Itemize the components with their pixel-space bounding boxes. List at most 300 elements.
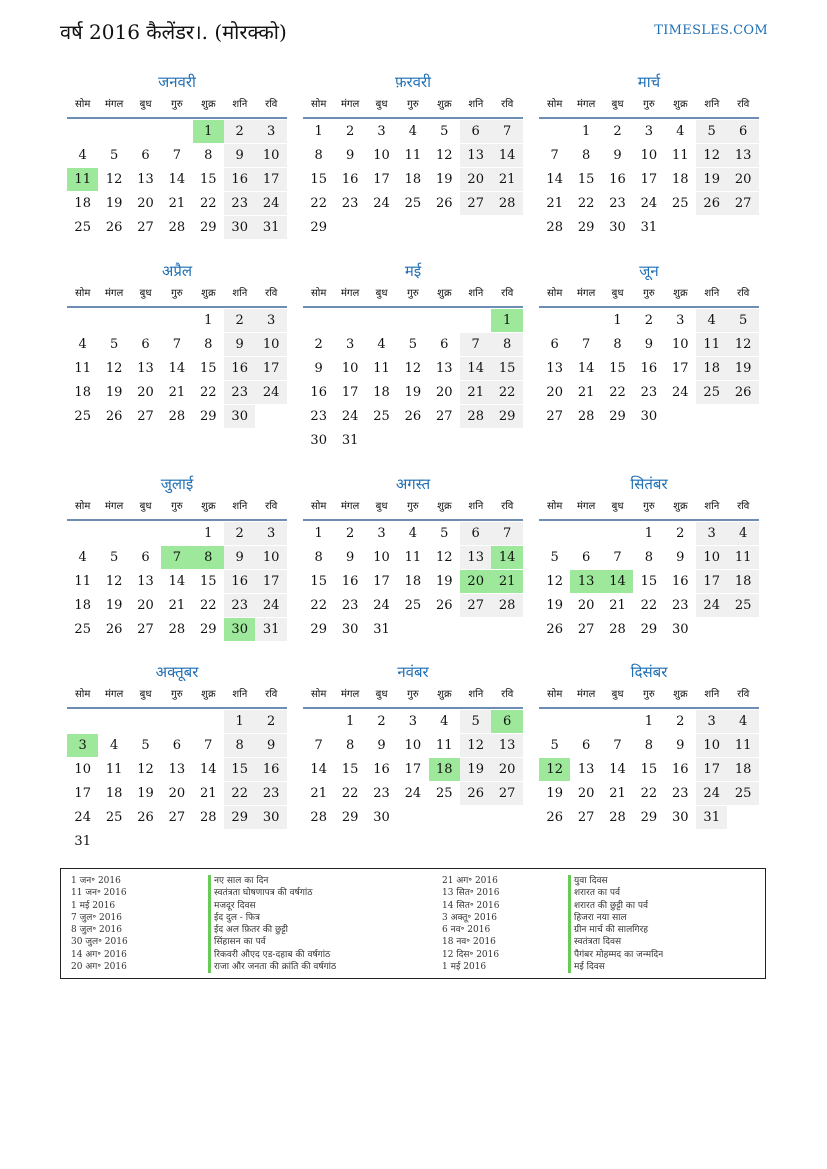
day-cell: 21 xyxy=(491,168,522,191)
weekday-label: रवि xyxy=(265,689,278,700)
day-cell: 31 xyxy=(255,618,286,641)
day-cell: 8 xyxy=(314,550,323,565)
day-cell: 1 xyxy=(224,710,255,733)
day-cell: 21 xyxy=(460,381,491,404)
day-cell: 27 xyxy=(137,220,154,235)
weekday-label: बुध xyxy=(611,288,624,299)
holiday-date: 1 मई 2016 xyxy=(71,900,116,911)
weekday-label: सोम xyxy=(311,288,327,299)
day-cell: 22 xyxy=(224,782,255,805)
day-cell: 22 xyxy=(200,598,217,613)
weekday-label: गुरु xyxy=(407,501,419,512)
weekday-label: बुध xyxy=(375,501,388,512)
day-cell: 20 xyxy=(577,786,595,801)
day-cell: 27 xyxy=(137,622,154,637)
month-name: दिसंबर xyxy=(630,663,668,681)
weekday-label: गुरु xyxy=(171,689,183,700)
day-cell: 31 xyxy=(74,834,91,849)
day-cell: 21 xyxy=(200,786,217,801)
day-cell: 16 xyxy=(224,168,255,191)
day-cell: 20 xyxy=(460,168,491,191)
holiday-day-cell: 13 xyxy=(570,570,601,593)
day-cell: 24 xyxy=(404,786,422,801)
day-cell: 6 xyxy=(141,148,150,163)
holiday-date: 21 अग॰ 2016 xyxy=(442,876,498,886)
day-cell: 1 xyxy=(581,124,591,139)
day-cell: 10 xyxy=(640,148,658,163)
day-cell: 31 xyxy=(696,806,727,829)
weekday-label: शुक्र xyxy=(437,288,452,299)
holiday-day-cell: 11 xyxy=(67,168,98,191)
day-cell: 14 xyxy=(168,361,186,376)
day-cell: 19 xyxy=(105,385,123,400)
weekday-label: सोम xyxy=(547,288,563,299)
day-cell: 8 xyxy=(345,738,355,753)
day-cell: 15 xyxy=(310,574,327,589)
month-4 xyxy=(67,261,287,424)
holiday-date: 18 नव॰ 2016 xyxy=(442,937,496,948)
holiday-date: 7 जुल॰ 2016 xyxy=(71,912,122,923)
day-cell: 21 xyxy=(168,196,186,211)
day-cell: 27 xyxy=(460,594,491,617)
day-cell: 25 xyxy=(404,196,422,211)
day-cell: 24 xyxy=(255,381,286,404)
day-cell: 30 xyxy=(224,216,255,239)
day-cell: 5 xyxy=(550,550,559,565)
day-cell: 20 xyxy=(137,598,154,613)
weekday-label: मंगल xyxy=(104,689,124,700)
weekday-label: गुरु xyxy=(407,689,419,700)
weekday-label: शनि xyxy=(704,288,720,299)
day-cell: 24 xyxy=(373,196,390,211)
weekday-label: गुरु xyxy=(643,501,655,512)
weekday-label: बुध xyxy=(375,99,388,110)
day-cell: 7 xyxy=(314,738,323,753)
month-name: अगस्त xyxy=(395,475,431,493)
day-cell: 27 xyxy=(727,192,758,215)
day-cell: 3 xyxy=(377,124,386,139)
day-cell: 10 xyxy=(255,333,286,356)
day-cell: 26 xyxy=(546,622,563,637)
day-cell: 23 xyxy=(640,385,658,400)
weekday-header xyxy=(539,283,759,308)
day-cell: 28 xyxy=(609,810,626,825)
month-3 xyxy=(539,72,759,235)
day-cell: 20 xyxy=(727,168,758,191)
day-cell: 3 xyxy=(696,522,727,545)
holiday-date: 30 जुल॰ 2016 xyxy=(71,937,128,948)
day-cell: 23 xyxy=(609,196,626,211)
day-cell: 29 xyxy=(609,409,626,424)
day-cell: 28 xyxy=(491,594,522,617)
weekday-label: सोम xyxy=(75,689,91,700)
holiday-name: ग्रीन मार्च की सालगिरह xyxy=(568,924,663,936)
day-cell: 22 xyxy=(640,786,658,801)
day-cell: 4 xyxy=(78,550,87,565)
holiday-date: 3 अक्तू॰ 2016 xyxy=(442,912,498,923)
month-10 xyxy=(67,662,287,849)
day-cell: 24 xyxy=(373,598,390,613)
weekday-label: शनि xyxy=(232,689,248,700)
day-cell: 30 xyxy=(373,810,390,825)
weekday-label: शनि xyxy=(704,501,720,512)
day-cell: 7 xyxy=(491,120,522,143)
day-cell: 9 xyxy=(255,734,286,757)
day-cell: 23 xyxy=(224,192,255,215)
holiday-name: युवा दिवस xyxy=(568,875,663,887)
month-9 xyxy=(539,474,759,637)
day-cell: 1 xyxy=(345,714,355,729)
day-cell: 4 xyxy=(408,526,418,541)
day-cell: 14 xyxy=(577,361,595,376)
day-cell: 21 xyxy=(609,598,626,613)
day-cell: 8 xyxy=(314,148,323,163)
day-cell: 24 xyxy=(640,196,658,211)
day-cell: 5 xyxy=(440,526,449,541)
day-cell: 11 xyxy=(74,361,91,376)
day-cell: 25 xyxy=(727,594,758,617)
weekday-label: मंगल xyxy=(340,99,360,110)
day-cell: 22 xyxy=(640,598,658,613)
holiday-day-cell: 21 xyxy=(491,570,522,593)
holiday-day-cell: 18 xyxy=(429,758,460,781)
day-cell: 15 xyxy=(640,574,658,589)
day-cell: 19 xyxy=(460,758,491,781)
day-cell: 23 xyxy=(255,782,286,805)
day-cell: 3 xyxy=(644,124,654,139)
holiday-name: पैगंबर मोहम्मद का जन्मदिन xyxy=(568,949,663,961)
day-cell: 18 xyxy=(404,574,422,589)
day-cell: 30 xyxy=(341,622,359,637)
day-cell: 12 xyxy=(546,574,563,589)
day-cell: 25 xyxy=(436,786,453,801)
day-cell: 31 xyxy=(341,433,359,448)
weekday-label: मंगल xyxy=(576,288,596,299)
weekday-label: शुक्र xyxy=(437,689,452,700)
weekday-label: रवि xyxy=(265,501,278,512)
day-cell: 11 xyxy=(727,734,758,757)
weekday-label: रवि xyxy=(737,689,750,700)
day-cell: 31 xyxy=(640,220,658,235)
day-cell: 9 xyxy=(224,333,255,356)
month-8 xyxy=(303,474,523,637)
day-cell: 10 xyxy=(696,546,727,569)
day-cell: 13 xyxy=(727,144,758,167)
day-cell: 23 xyxy=(672,786,689,801)
day-cell: 5 xyxy=(109,148,119,163)
day-cell: 18 xyxy=(696,357,727,380)
holiday-day-cell: 1 xyxy=(491,309,522,332)
day-cell: 25 xyxy=(373,409,390,424)
day-cell: 25 xyxy=(672,196,689,211)
day-cell: 17 xyxy=(74,786,91,801)
weekday-label: गुरु xyxy=(643,689,655,700)
day-cell: 19 xyxy=(105,196,123,211)
day-cell: 12 xyxy=(105,574,123,589)
day-cell: 6 xyxy=(581,550,591,565)
day-cell: 23 xyxy=(373,786,390,801)
day-cell: 11 xyxy=(105,762,123,777)
day-cell: 17 xyxy=(404,762,422,777)
day-cell: 4 xyxy=(377,337,386,352)
day-cell: 27 xyxy=(546,409,563,424)
holiday-name: रिकवरी औएद एड-दहाब की वर्षगांठ xyxy=(208,949,336,961)
day-cell: 4 xyxy=(727,710,758,733)
day-cell: 22 xyxy=(310,598,327,613)
day-cell: 26 xyxy=(137,810,154,825)
day-cell: 18 xyxy=(404,172,422,187)
day-cell: 20 xyxy=(491,758,522,781)
day-cell: 2 xyxy=(676,526,685,541)
day-cell: 2 xyxy=(345,124,355,139)
weekday-header xyxy=(539,94,759,119)
day-cell: 12 xyxy=(105,361,123,376)
day-cell: 10 xyxy=(255,144,286,167)
day-cell: 7 xyxy=(172,148,182,163)
day-cell: 12 xyxy=(727,333,758,356)
weekday-label: गुरु xyxy=(171,99,183,110)
weekday-label: शनि xyxy=(704,99,720,110)
day-cell: 23 xyxy=(341,598,359,613)
weekday-label: गुरु xyxy=(643,99,655,110)
weekday-label: बुध xyxy=(375,689,388,700)
day-cell: 19 xyxy=(546,786,563,801)
holiday-date: 20 अग॰ 2016 xyxy=(71,962,127,973)
day-cell: 5 xyxy=(109,550,119,565)
holiday-date: 6 नव॰ 2016 xyxy=(442,925,491,936)
day-cell: 15 xyxy=(200,172,217,187)
day-cell: 2 xyxy=(314,337,323,352)
holiday-name: राजा और जनता की क्रांति की वर्षगांठ xyxy=(208,961,336,973)
weekday-label: रवि xyxy=(501,501,514,512)
day-cell: 6 xyxy=(727,120,758,143)
day-cell: 17 xyxy=(255,168,286,191)
day-cell: 29 xyxy=(200,409,217,424)
day-cell: 30 xyxy=(672,622,689,637)
day-cell: 30 xyxy=(310,433,327,448)
day-cell: 11 xyxy=(404,550,422,565)
day-cell: 16 xyxy=(672,574,689,589)
weekday-label: बुध xyxy=(611,99,624,110)
day-cell: 30 xyxy=(224,405,255,428)
weekday-label: मंगल xyxy=(576,689,596,700)
holiday-name: नए साल का दिन xyxy=(208,875,336,887)
holiday-date: 12 दिस॰ 2016 xyxy=(442,949,500,960)
day-cell: 30 xyxy=(609,220,626,235)
day-cell: 1 xyxy=(644,526,654,541)
day-cell: 21 xyxy=(609,786,626,801)
weekday-label: सोम xyxy=(311,501,327,512)
day-cell: 17 xyxy=(255,570,286,593)
day-cell: 13 xyxy=(436,361,453,376)
day-cell: 12 xyxy=(137,762,154,777)
day-cell: 22 xyxy=(200,196,217,211)
page-title: वर्ष 2016 कैलेंडर।. (मोरक्को) xyxy=(60,20,287,44)
day-cell: 31 xyxy=(255,216,286,239)
weekday-label: रवि xyxy=(265,288,278,299)
day-cell: 3 xyxy=(255,522,286,545)
day-cell: 25 xyxy=(74,220,91,235)
month-name: मार्च xyxy=(637,73,661,91)
day-cell: 10 xyxy=(696,734,727,757)
day-cell: 24 xyxy=(696,594,727,617)
day-cell: 26 xyxy=(105,220,123,235)
holiday-day-cell: 3 xyxy=(67,734,98,757)
day-cell: 17 xyxy=(672,361,689,376)
day-cell: 1 xyxy=(613,313,622,328)
day-cell: 28 xyxy=(546,220,563,235)
day-cell: 11 xyxy=(404,148,422,163)
day-cell: 11 xyxy=(696,333,727,356)
day-cell: 22 xyxy=(310,196,327,211)
day-cell: 12 xyxy=(696,144,727,167)
day-cell: 26 xyxy=(404,409,422,424)
day-cell: 16 xyxy=(609,172,626,187)
day-cell: 7 xyxy=(550,148,559,163)
day-cell: 12 xyxy=(436,148,453,163)
holiday-names-col-1 xyxy=(208,875,336,973)
day-cell: 16 xyxy=(310,385,327,400)
day-cell: 13 xyxy=(546,361,563,376)
day-cell: 6 xyxy=(460,120,491,143)
day-cell: 14 xyxy=(200,762,217,777)
holiday-day-cell: 6 xyxy=(491,710,522,733)
day-cell: 6 xyxy=(581,738,591,753)
day-cell: 18 xyxy=(727,758,758,781)
holiday-dates-col-1 xyxy=(71,875,128,973)
month-name: नवंबर xyxy=(397,663,429,681)
day-cell: 27 xyxy=(460,192,491,215)
weekday-label: रवि xyxy=(737,288,750,299)
day-cell: 15 xyxy=(200,574,217,589)
holiday-table xyxy=(60,868,766,979)
holiday-day-cell: 20 xyxy=(460,570,491,593)
weekday-label: सोम xyxy=(311,689,327,700)
day-cell: 25 xyxy=(105,810,123,825)
day-cell: 23 xyxy=(224,594,255,617)
day-cell: 29 xyxy=(224,806,255,829)
day-cell: 23 xyxy=(341,196,359,211)
day-cell: 11 xyxy=(672,148,689,163)
holiday-day-cell: 1 xyxy=(193,120,224,143)
weekday-label: सोम xyxy=(311,99,327,110)
day-cell: 28 xyxy=(168,409,186,424)
day-cell: 13 xyxy=(137,574,154,589)
day-cell: 2 xyxy=(224,522,255,545)
day-cell: 31 xyxy=(373,622,390,637)
day-cell: 3 xyxy=(255,309,286,332)
weekday-header xyxy=(303,684,523,709)
day-cell: 10 xyxy=(404,738,422,753)
day-cell: 17 xyxy=(696,758,727,781)
day-cell: 3 xyxy=(408,714,418,729)
holiday-day-cell: 7 xyxy=(161,546,192,569)
day-cell: 10 xyxy=(373,148,390,163)
day-cell: 27 xyxy=(577,622,595,637)
weekday-label: गुरु xyxy=(407,99,419,110)
day-cell: 15 xyxy=(200,361,217,376)
month-11 xyxy=(303,662,523,825)
day-cell: 3 xyxy=(255,120,286,143)
day-cell: 12 xyxy=(105,172,123,187)
weekday-label: गुरु xyxy=(171,288,183,299)
month-7 xyxy=(67,474,287,637)
day-cell: 14 xyxy=(460,357,491,380)
day-cell: 21 xyxy=(168,385,186,400)
holiday-name: स्वतंत्रता दिवस xyxy=(568,936,663,948)
holiday-name: ईद अल फ़ितर की छुट्टी xyxy=(208,924,336,936)
holiday-name: स्वतंत्रता घोषणापत्र की वर्षगांठ xyxy=(208,887,336,899)
day-cell: 14 xyxy=(310,762,327,777)
weekday-header xyxy=(303,496,523,521)
day-cell: 7 xyxy=(491,522,522,545)
day-cell: 28 xyxy=(168,622,186,637)
holiday-name: शरारत का पर्व xyxy=(568,887,663,899)
day-cell: 8 xyxy=(613,337,622,352)
day-cell: 13 xyxy=(460,546,491,569)
day-cell: 23 xyxy=(224,381,255,404)
day-cell: 12 xyxy=(460,734,491,757)
day-cell: 13 xyxy=(577,762,595,777)
weekday-label: सोम xyxy=(75,501,91,512)
day-cell: 5 xyxy=(727,309,758,332)
day-cell: 28 xyxy=(609,622,626,637)
day-cell: 8 xyxy=(644,550,654,565)
day-cell: 5 xyxy=(696,120,727,143)
day-cell: 26 xyxy=(460,782,491,805)
month-name: जनवरी xyxy=(158,73,196,91)
day-cell: 16 xyxy=(224,357,255,380)
weekday-header xyxy=(303,283,523,308)
site-link[interactable]: TIMESLES.COM xyxy=(654,23,768,38)
weekday-label: बुध xyxy=(139,501,152,512)
weekday-label: शनि xyxy=(232,288,248,299)
month-name: अप्रैल xyxy=(161,262,193,280)
day-cell: 5 xyxy=(440,124,449,139)
weekday-header xyxy=(67,496,287,521)
day-cell: 7 xyxy=(172,337,182,352)
day-cell: 10 xyxy=(672,337,689,352)
day-cell: 2 xyxy=(224,309,255,332)
day-cell: 9 xyxy=(676,738,685,753)
day-cell: 2 xyxy=(345,526,355,541)
day-cell: 22 xyxy=(609,385,626,400)
weekday-label: बुध xyxy=(611,501,624,512)
weekday-label: मंगल xyxy=(104,99,124,110)
day-cell: 19 xyxy=(404,385,422,400)
day-cell: 24 xyxy=(255,594,286,617)
weekday-label: रवि xyxy=(737,501,750,512)
day-cell: 21 xyxy=(577,385,595,400)
day-cell: 21 xyxy=(546,196,563,211)
day-cell: 7 xyxy=(581,337,591,352)
day-cell: 19 xyxy=(137,786,154,801)
month-name: मई xyxy=(404,262,422,280)
day-cell: 10 xyxy=(373,550,390,565)
day-cell: 10 xyxy=(255,546,286,569)
weekday-header xyxy=(539,496,759,521)
day-cell: 25 xyxy=(74,409,91,424)
holiday-name: ईद दुल - फित्र xyxy=(208,912,336,924)
day-cell: 20 xyxy=(137,196,154,211)
day-cell: 28 xyxy=(168,220,186,235)
weekday-label: गुरु xyxy=(643,288,655,299)
day-cell: 24 xyxy=(255,192,286,215)
day-cell: 22 xyxy=(341,786,359,801)
day-cell: 15 xyxy=(310,172,327,187)
weekday-header xyxy=(303,94,523,119)
weekday-header xyxy=(67,684,287,709)
